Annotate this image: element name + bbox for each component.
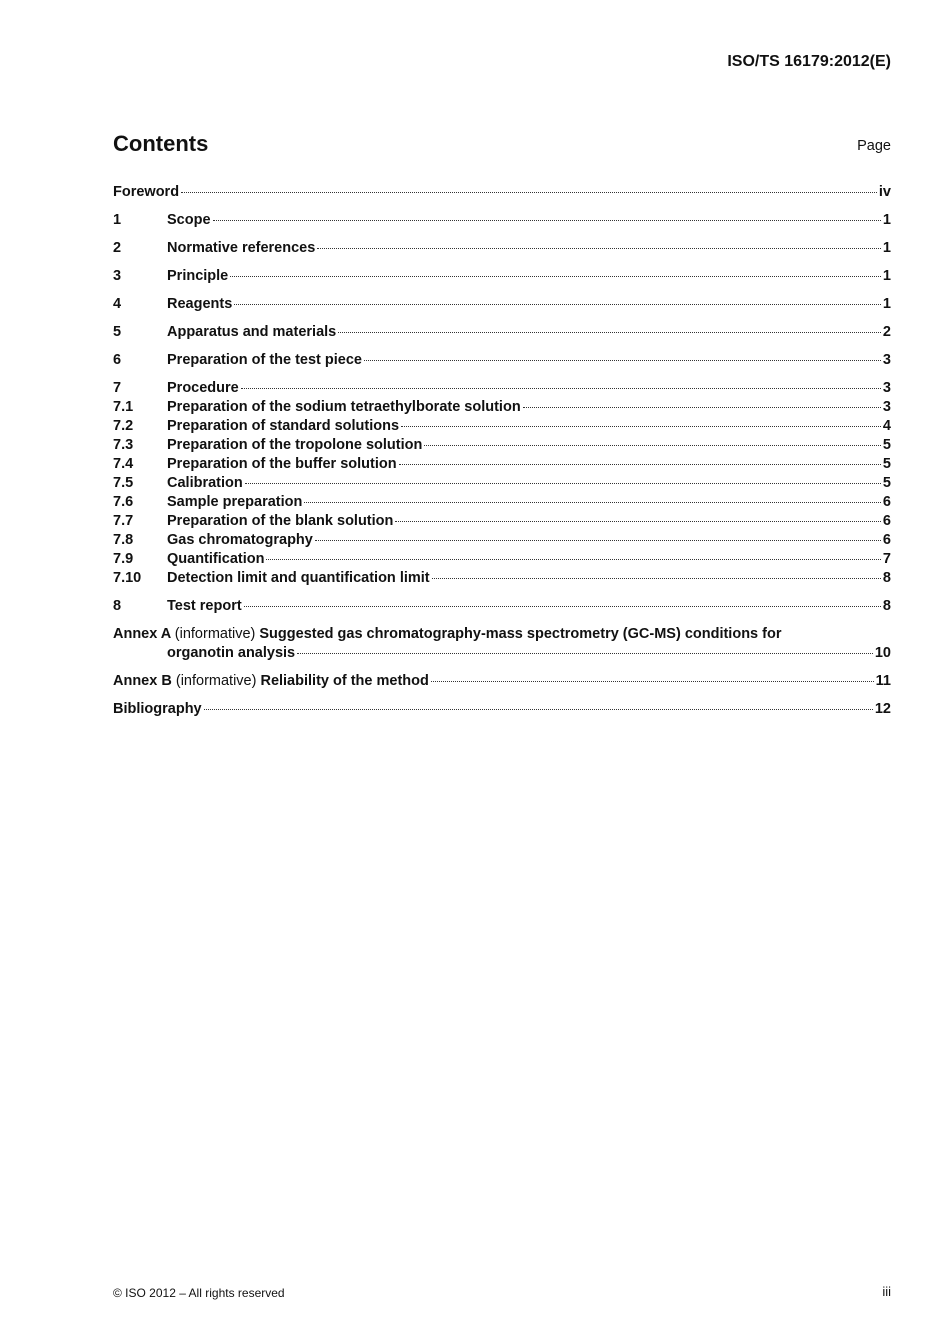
- toc-leader-dots: [266, 559, 880, 560]
- toc-entry-title: Test report: [167, 598, 242, 614]
- toc-entry-title: Quantification: [167, 551, 265, 567]
- toc-subentry[interactable]: [113, 569, 891, 588]
- toc-entry-number: 3: [113, 268, 122, 284]
- toc-entry[interactable]: [113, 323, 891, 342]
- toc-subentry[interactable]: [113, 512, 891, 531]
- toc-entry-page: 3: [882, 380, 891, 396]
- footer-page-number: iii: [882, 1284, 891, 1299]
- toc-entry-title: Procedure: [167, 380, 239, 396]
- toc-entry-number: 7.5: [113, 475, 134, 491]
- toc-leader-dots: [432, 578, 881, 579]
- toc-leader-dots: [431, 681, 874, 682]
- toc-entry-annex-a[interactable]: [113, 625, 891, 663]
- toc-subentry[interactable]: [113, 550, 891, 569]
- toc-leader-dots: [244, 606, 881, 607]
- toc-leader-dots: [364, 360, 881, 361]
- toc-entry-number: 7.10: [113, 570, 142, 586]
- toc-subentry[interactable]: [113, 417, 891, 436]
- toc-entry-number: 7: [113, 380, 122, 396]
- annex-title-line2: organotin analysis: [167, 645, 296, 661]
- annex-label: Annex B: [113, 673, 172, 689]
- toc-entry-page: 11: [875, 673, 891, 689]
- toc-entry-title: Apparatus and materials: [167, 324, 337, 340]
- toc-entry-bibliography[interactable]: [113, 700, 891, 719]
- toc-leader-dots: [338, 332, 881, 333]
- toc-entry-title: Scope: [167, 212, 211, 228]
- table-of-contents: [113, 183, 891, 719]
- toc-leader-dots: [181, 192, 877, 193]
- toc-entry-page: 12: [874, 701, 891, 717]
- toc-leader-dots: [424, 445, 881, 446]
- toc-entry-title: Bibliography: [113, 701, 202, 717]
- toc-entry-number: 1: [113, 212, 122, 228]
- toc-subentry[interactable]: [113, 531, 891, 550]
- toc-leader-dots: [204, 709, 873, 710]
- toc-subentry[interactable]: [113, 455, 891, 474]
- annex-label: Annex A: [113, 626, 171, 642]
- toc-entry-foreword[interactable]: [113, 183, 891, 202]
- toc-entry-annex-b[interactable]: [113, 672, 891, 691]
- annex-title-line1: Suggested gas chromatography-mass spectrometry (GC-MS) conditions for: [259, 626, 782, 642]
- toc-entry-page: 3: [882, 352, 891, 368]
- toc-entry-title: Gas chromatography: [167, 532, 313, 548]
- toc-entry-title: Preparation of the sodium tetraethylborate solution: [167, 399, 521, 415]
- toc-entry-page: 7: [882, 551, 891, 567]
- toc-entry-title: Preparation of standard solutions: [167, 418, 400, 434]
- toc-leader-dots: [317, 248, 881, 249]
- toc-entry[interactable]: [113, 239, 891, 258]
- toc-leader-dots: [304, 502, 881, 503]
- toc-entry-page: 5: [882, 456, 891, 472]
- toc-entry-page: 6: [882, 494, 891, 510]
- toc-entry-title: Preparation of the test piece: [167, 352, 362, 368]
- toc-subentry[interactable]: [113, 436, 891, 455]
- toc-subentry[interactable]: [113, 493, 891, 512]
- toc-entry-number: 7.7: [113, 513, 134, 529]
- annex-type: (informative): [174, 626, 256, 642]
- toc-entry-title: Calibration: [167, 475, 243, 491]
- footer-copyright: © ISO 2012 – All rights reserved: [113, 1286, 285, 1300]
- toc-entry-page: 1: [882, 212, 891, 228]
- toc-entry-page: 6: [882, 532, 891, 548]
- toc-entry-number: 4: [113, 296, 122, 312]
- toc-entry-page: 8: [882, 598, 891, 614]
- toc-entry[interactable]: [113, 351, 891, 370]
- toc-entry[interactable]: [113, 267, 891, 286]
- toc-entry-title: Normative references: [167, 240, 316, 256]
- toc-leader-dots: [213, 220, 881, 221]
- toc-entry-number: 6: [113, 352, 122, 368]
- annex-title: Reliability of the method: [260, 673, 429, 689]
- toc-leader-dots: [399, 464, 881, 465]
- toc-entry-title: Foreword: [113, 184, 180, 200]
- toc-entry-title: Preparation of the buffer solution: [167, 456, 397, 472]
- toc-entry-number: 7.2: [113, 418, 134, 434]
- toc-entry-title: Preparation of the tropolone solution: [167, 437, 423, 453]
- toc-entry-page: 5: [882, 437, 891, 453]
- toc-entry-page: 1: [882, 268, 891, 284]
- toc-entry-number: 7.8: [113, 532, 134, 548]
- toc-entry-number: 7.6: [113, 494, 134, 510]
- toc-entry-page: 8: [882, 570, 891, 586]
- toc-entry[interactable]: [113, 597, 891, 616]
- toc-entry-page: 3: [882, 399, 891, 415]
- toc-entry-title: Preparation of the blank solution: [167, 513, 394, 529]
- toc-entry-page: 4: [882, 418, 891, 434]
- toc-leader-dots: [245, 483, 881, 484]
- toc-leader-dots: [315, 540, 881, 541]
- toc-leader-dots: [523, 407, 881, 408]
- annex-type: (informative): [175, 673, 257, 689]
- toc-entry-number: 8: [113, 598, 122, 614]
- toc-leader-dots: [395, 521, 881, 522]
- toc-leader-dots: [297, 653, 873, 654]
- toc-entry-title: Principle: [167, 268, 229, 284]
- toc-entry-page: 6: [882, 513, 891, 529]
- toc-entry-title: Sample preparation: [167, 494, 303, 510]
- toc-entry-page: 1: [882, 296, 891, 312]
- toc-entry-number: 7.4: [113, 456, 134, 472]
- contents-title: Contents: [113, 131, 209, 156]
- toc-entry-page: iv: [878, 184, 891, 200]
- toc-entry-number: 5: [113, 324, 122, 340]
- toc-entry[interactable]: [113, 295, 891, 314]
- toc-subentry[interactable]: [113, 474, 891, 493]
- toc-leader-dots: [230, 276, 881, 277]
- toc-entry-number: 7.9: [113, 551, 134, 567]
- toc-entry[interactable]: [113, 211, 891, 230]
- toc-leader-dots: [401, 426, 881, 427]
- toc-entry-title: [113, 672, 429, 691]
- toc-entry-page: 5: [882, 475, 891, 491]
- toc-entry-page: 10: [874, 645, 891, 661]
- toc-entry-number: 7.3: [113, 437, 134, 453]
- toc-leader-dots: [234, 304, 881, 305]
- toc-entry-title: Detection limit and quantification limit: [167, 570, 430, 586]
- page-column-label: Page: [857, 138, 891, 154]
- toc-entry-page: 2: [882, 324, 891, 340]
- toc-leader-dots: [241, 388, 881, 389]
- document-id: ISO/TS 16179:2012(E): [727, 53, 891, 70]
- toc-entry[interactable]: [113, 379, 891, 398]
- toc-entry-page: 1: [882, 240, 891, 256]
- toc-entry-number: 2: [113, 240, 122, 256]
- toc-entry-number: 7.1: [113, 399, 134, 415]
- toc-subentry[interactable]: [113, 398, 891, 417]
- toc-entry-title: Reagents: [167, 296, 233, 312]
